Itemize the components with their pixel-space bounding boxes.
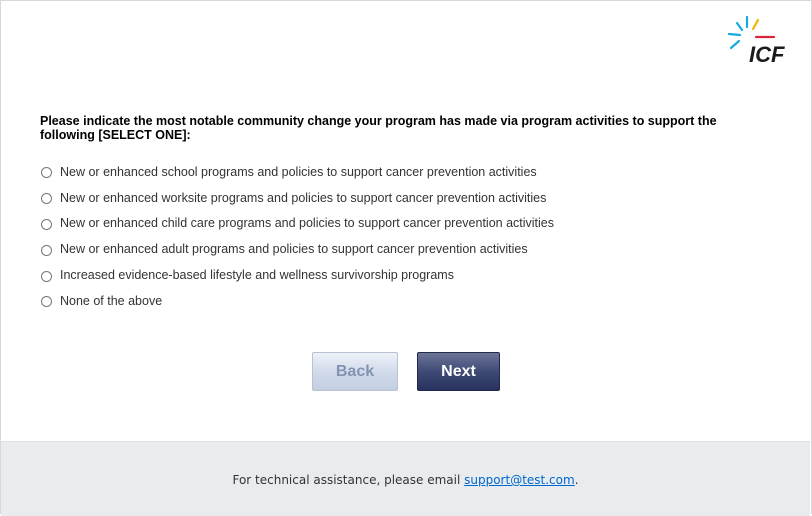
radio-button[interactable]: [41, 245, 52, 256]
question-text: Please indicate the most notable community change your program has made via program activities to support the following [SELECT ONE]:: [40, 114, 717, 142]
footer-text: [232, 473, 578, 487]
option-none-of-the-above[interactable]: [39, 288, 554, 314]
option-adult-programs[interactable]: [39, 236, 554, 262]
support-email-link[interactable]: support@test.com: [464, 473, 575, 487]
option-label[interactable]: New or enhanced adult programs and policies to support cancer prevention activities: [60, 242, 528, 257]
radio-button[interactable]: [41, 271, 52, 282]
back-button[interactable]: Back: [312, 352, 398, 391]
option-label[interactable]: Increased evidence-based lifestyle and wellness survivorship programs: [60, 268, 454, 283]
radio-button[interactable]: [41, 296, 52, 307]
footer: [1, 441, 810, 516]
option-label[interactable]: New or enhanced worksite programs and policies to support cancer prevention activities: [60, 190, 547, 205]
radio-button[interactable]: [41, 193, 52, 204]
icf-logo: [727, 15, 793, 69]
option-school-programs[interactable]: [39, 159, 554, 185]
option-label[interactable]: New or enhanced school programs and policies to support cancer prevention activities: [60, 164, 537, 179]
option-label[interactable]: New or enhanced child care programs and policies to support cancer prevention activities: [60, 216, 555, 231]
next-button[interactable]: Next: [417, 352, 500, 391]
logo-text: ICF: [749, 42, 785, 67]
option-survivorship-programs[interactable]: [39, 262, 554, 288]
radio-button[interactable]: [41, 167, 52, 178]
radio-button[interactable]: [41, 219, 52, 230]
answer-options: [39, 159, 554, 314]
option-label[interactable]: None of the above: [60, 293, 163, 308]
footer-prefix: For technical assistance, please email: [232, 473, 465, 487]
option-child-care-programs[interactable]: [39, 211, 554, 237]
footer-suffix: .: [574, 473, 579, 487]
option-worksite-programs[interactable]: [39, 185, 554, 211]
